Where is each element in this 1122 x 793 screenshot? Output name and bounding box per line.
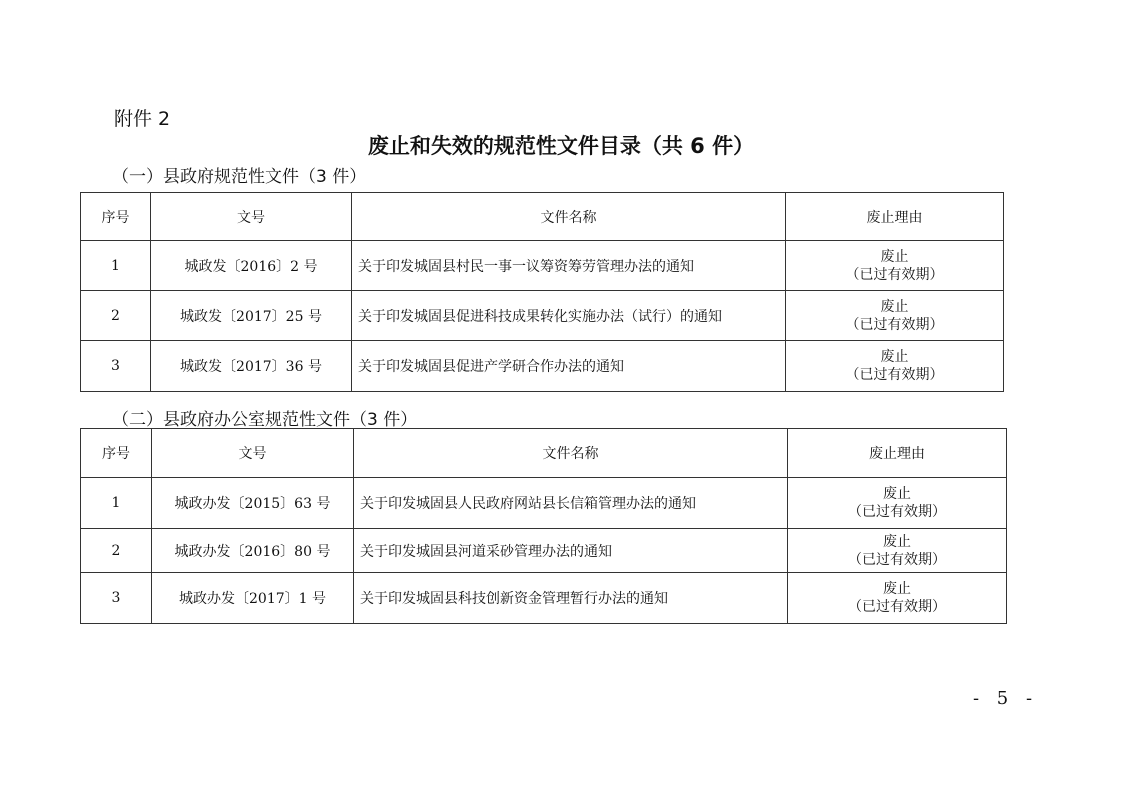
reason-note: （已过有效期） <box>848 599 946 615</box>
column-header-name: 文件名称 <box>352 193 786 241</box>
table-header-row <box>81 429 1007 478</box>
cell-name: 关于印发城固县河道采砂管理办法的通知 <box>354 529 788 573</box>
cell-name: 关于印发城固县村民一事一议筹资筹劳管理办法的通知 <box>352 241 786 291</box>
reason-note: （已过有效期） <box>845 367 944 383</box>
column-header-no: 序号 <box>81 429 152 478</box>
cell-name: 关于印发城固县科技创新资金管理暂行办法的通知 <box>354 573 788 624</box>
table-county-office-documents <box>80 428 1007 624</box>
cell-no: 1 <box>81 241 151 291</box>
cell-reason <box>788 573 1007 624</box>
section-heading-county-office: （二）县政府办公室规范性文件（3 件） <box>112 410 418 430</box>
document-title: 废止和失效的规范性文件目录（共 6 件） <box>367 134 755 158</box>
reason-text: 废止 <box>883 486 911 502</box>
column-header-name: 文件名称 <box>354 429 788 478</box>
page-number: - 5 - <box>973 688 1039 709</box>
column-header-reason: 废止理由 <box>786 193 1004 241</box>
cell-name: 关于印发城固县促进产学研合作办法的通知 <box>352 341 786 392</box>
table-county-government-documents <box>80 192 1004 392</box>
column-header-doc-no: 文号 <box>151 193 352 241</box>
reason-note: （已过有效期） <box>848 551 946 568</box>
reason-text: 废止 <box>883 533 911 550</box>
reason-note: （已过有效期） <box>845 266 944 283</box>
cell-reason <box>788 478 1007 529</box>
reason-text: 废止 <box>880 298 909 315</box>
column-header-no: 序号 <box>81 193 151 241</box>
reason-text: 废止 <box>880 248 909 265</box>
table-row <box>81 291 1004 341</box>
cell-doc-no: 城政办发〔2015〕63 号 <box>152 478 354 529</box>
section-heading-county-government: （一）县政府规范性文件（3 件） <box>112 167 367 187</box>
cell-doc-no: 城政发〔2016〕2 号 <box>151 241 352 291</box>
attachment-label: 附件 2 <box>114 108 171 130</box>
cell-no: 3 <box>81 341 151 392</box>
table-row <box>81 341 1004 392</box>
cell-reason <box>786 291 1004 341</box>
table-header-row <box>81 193 1004 241</box>
cell-doc-no: 城政办发〔2016〕80 号 <box>152 529 354 573</box>
column-header-reason: 废止理由 <box>788 429 1007 478</box>
cell-reason <box>786 341 1004 392</box>
table-row <box>81 529 1007 573</box>
column-header-doc-no: 文号 <box>152 429 354 478</box>
reason-note: （已过有效期） <box>845 316 944 333</box>
cell-no: 2 <box>81 291 151 341</box>
table-row <box>81 573 1007 624</box>
table-row <box>81 478 1007 529</box>
cell-doc-no: 城政发〔2017〕25 号 <box>151 291 352 341</box>
reason-text: 废止 <box>883 581 911 597</box>
cell-reason <box>788 529 1007 573</box>
cell-name: 关于印发城固县促进科技成果转化实施办法（试行）的通知 <box>352 291 786 341</box>
reason-note: （已过有效期） <box>848 504 946 520</box>
cell-reason <box>786 241 1004 291</box>
table-row <box>81 241 1004 291</box>
cell-no: 1 <box>81 478 152 529</box>
reason-text: 废止 <box>880 349 909 365</box>
cell-no: 3 <box>81 573 152 624</box>
cell-no: 2 <box>81 529 152 573</box>
cell-doc-no: 城政发〔2017〕36 号 <box>151 341 352 392</box>
cell-doc-no: 城政办发〔2017〕1 号 <box>152 573 354 624</box>
cell-name: 关于印发城固县人民政府网站县长信箱管理办法的通知 <box>354 478 788 529</box>
